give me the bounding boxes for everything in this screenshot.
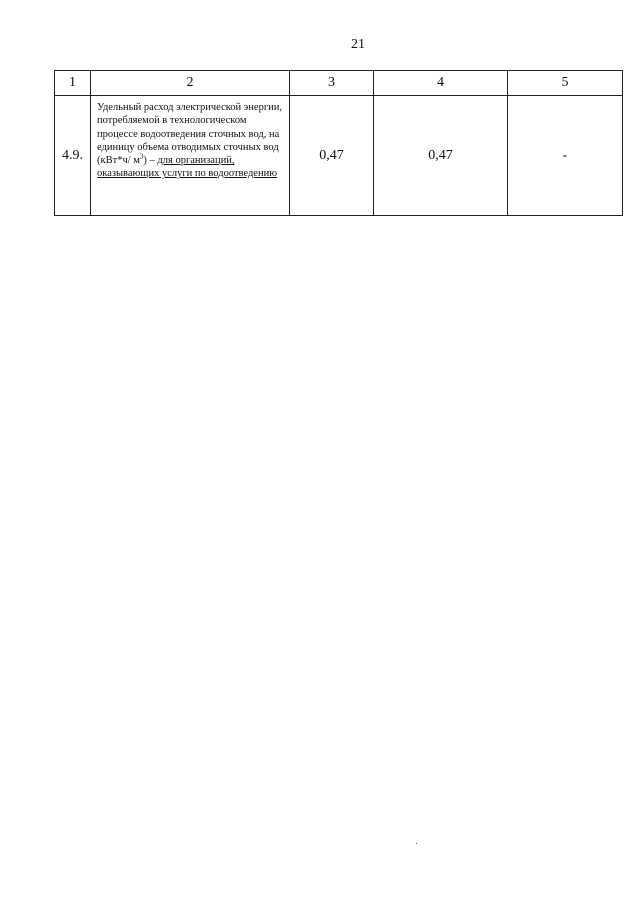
page-number: 21 [351, 37, 365, 52]
description-underlined: для организаций, оказывающих услуги по водоотведению [97, 155, 278, 180]
table-header [55, 71, 623, 96]
row-index: 4.9. [55, 96, 91, 216]
row-col4-value: 0,47 [374, 96, 508, 216]
row-description [91, 96, 290, 216]
description-main: Удельный расход электрической энергии, потребляемой в технологическом процессе водоотведения сточных вод, на единицу объема отводимых сточных вод (кВт*ч/ м [97, 102, 283, 167]
description-tail: ) – [143, 155, 158, 167]
description-superscript: 3 [139, 152, 144, 161]
header-col-4: 4 [374, 71, 508, 96]
header-row [55, 71, 623, 96]
table-row [55, 96, 623, 216]
row-col5-value: - [508, 96, 623, 216]
scan-speck [416, 843, 417, 844]
indicator-table [54, 70, 623, 216]
header-col-3: 3 [290, 71, 374, 96]
row-col3-value: 0,47 [290, 96, 374, 216]
header-col-1: 1 [55, 71, 91, 96]
header-col-2: 2 [91, 71, 290, 96]
header-col-5: 5 [508, 71, 623, 96]
